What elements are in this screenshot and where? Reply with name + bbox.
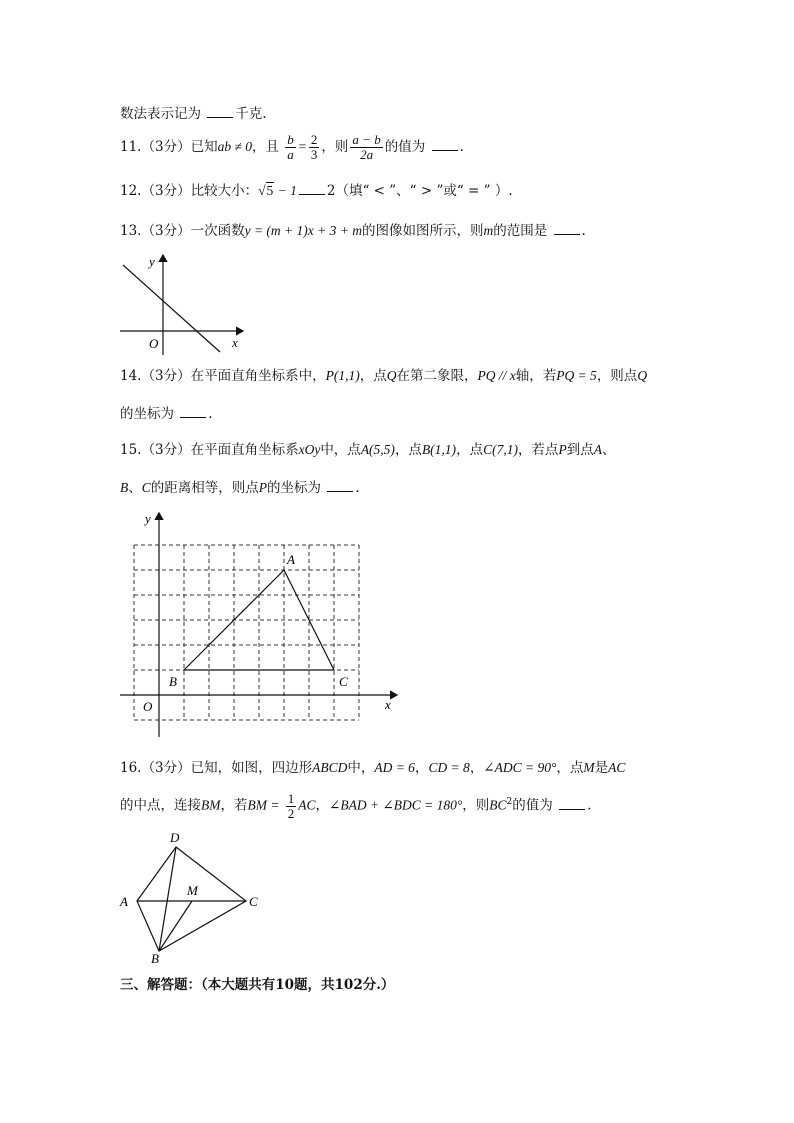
dashed-grid [134, 545, 359, 720]
fraction-b-over-a: $\frac{b}{a}$ [287, 132, 294, 162]
fraction-a-minus-b-over-2a: $\frac{a - b}{2a}$ [352, 132, 381, 162]
y-axis-label: y [145, 511, 151, 526]
figure-13-linear-graph [115, 250, 255, 360]
fraction-one-half: $\frac{1}{2}$ [287, 790, 295, 821]
point-b-label: B [151, 951, 159, 965]
fraction-2-over-3: $\frac{2}{3}$ [310, 132, 318, 162]
answer-blank [180, 403, 206, 418]
question-12: 12.（3分）比较大小：√5 − 1 2（填“ < ”、“ > ”或“ = ” ）. [120, 180, 513, 201]
y-axis-label: y [149, 254, 155, 269]
answer-blank [299, 180, 325, 195]
answer-blank [207, 103, 233, 118]
question-11: 11.（3分）已知ab ≠ 0，且 $\frac{b}{a}$ = $\frac{2}{3}$ ，则 $\frac{a - b}{2a}$ 的值为 . [120, 132, 464, 162]
question-16: 16.（3分）已知，如图，四边形ABCD中，AD = 6，CD = 8，∠ADC = 90°，点M是AC [120, 760, 626, 776]
question-16-line2: 的中点，连接BM，若BM = $\frac{1}{2}$ AC，∠BAD + ∠BDC = 180°，则$BC^2$的值为 . [120, 790, 592, 821]
point-a-label: A [287, 552, 295, 567]
x-axis-label: x [232, 335, 238, 350]
prev-question-tail: 数法表示记为 千克. [120, 103, 267, 124]
answer-blank [554, 220, 580, 235]
question-14-line2: 的坐标为 . [120, 403, 213, 424]
answer-blank [559, 795, 585, 810]
point-d-label: D [170, 830, 180, 845]
question-14: 14.（3分）在平面直角坐标系中，P(1,1)，点Q在第二象限，PQ // x轴，若PQ = 5，则点Q [120, 368, 648, 384]
question-13: 13.（3分）一次函数y = (m + 1)x + 3 + m的图像如图所示，则m的范围是 . [120, 220, 586, 241]
origin-label: O [143, 699, 153, 714]
point-m-label: M [187, 883, 198, 898]
point-c-label: C [339, 674, 348, 689]
origin-label: O [149, 336, 159, 351]
figure-16-quadrilateral [115, 825, 275, 965]
question-15: 15.（3分）在平面直角坐标系xOy中，点A(5,5)，点B(1,1)，点C(7,1)，若点P到点A、 [120, 442, 616, 458]
point-c-label: C [249, 894, 258, 909]
function-line [123, 265, 220, 352]
answer-blank [432, 136, 458, 151]
diagonal-bd [159, 847, 176, 951]
quadrilateral-abcd [137, 847, 246, 951]
x-axis-label: x [385, 697, 391, 712]
segment-bm [159, 901, 192, 951]
figure-15-grid-triangle [115, 505, 405, 745]
sqrt-expression: √5 [258, 183, 274, 198]
question-15-line2: B、C的距离相等，则点P的坐标为 . [120, 477, 360, 498]
point-a-label: A [120, 894, 128, 909]
section-3-heading: 三、解答题：（本大题共有10题，共102分.） [120, 977, 395, 993]
point-b-label: B [169, 674, 177, 689]
answer-blank [327, 477, 353, 492]
